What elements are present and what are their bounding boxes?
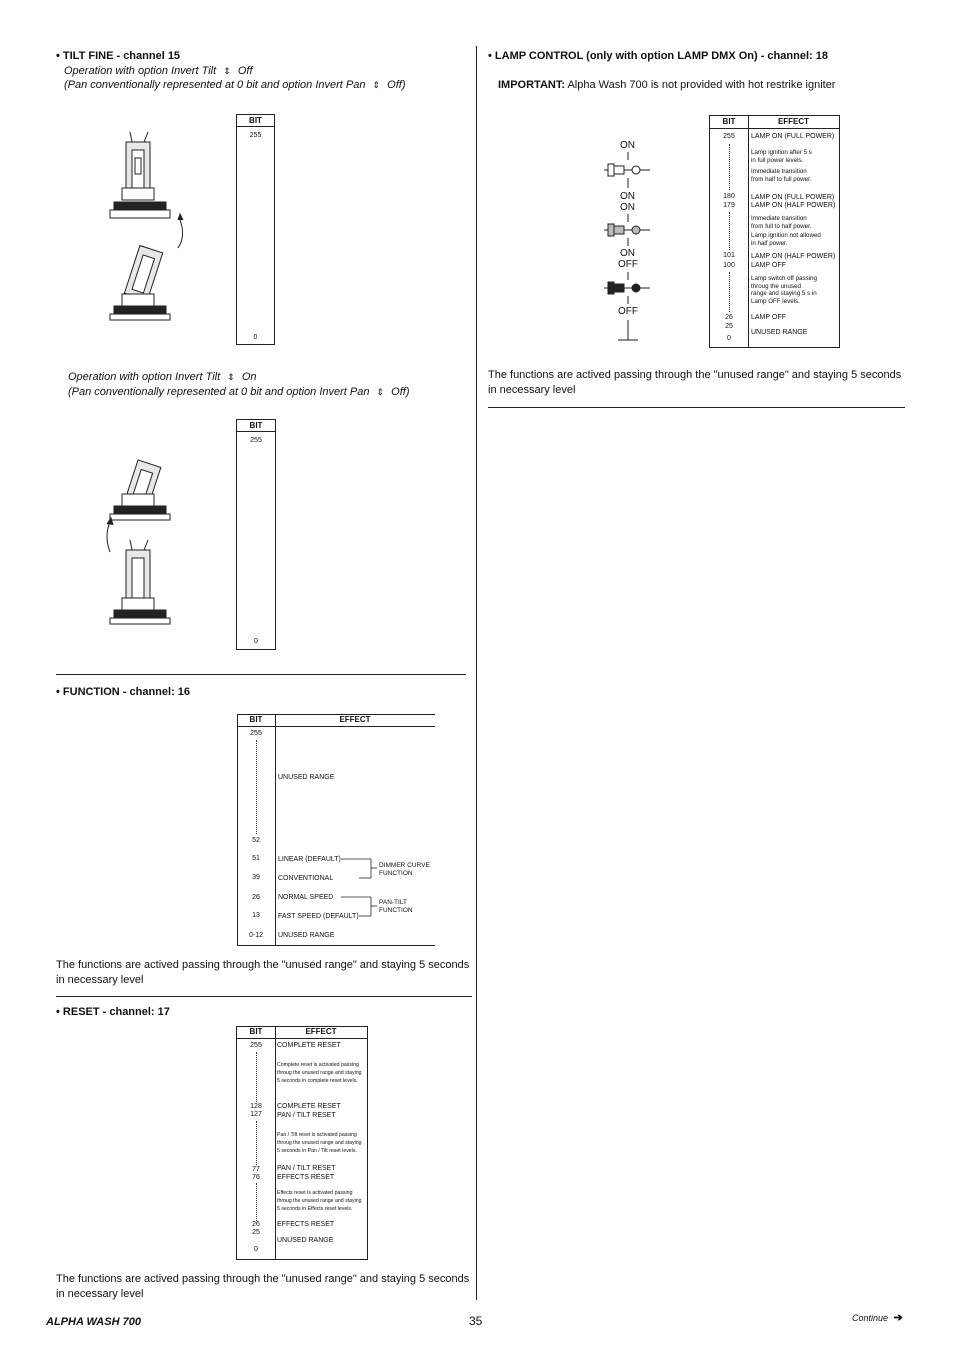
tilt-title: • TILT FINE - channel 15 (56, 50, 181, 62)
reset-effect: COMPLETE RESET (277, 1042, 341, 1049)
reset-bit: 127 (250, 1111, 262, 1118)
function-effect: CONVENTIONAL (278, 875, 334, 882)
reset-effect: UNUSED RANGE (277, 1237, 334, 1244)
lamp-switch-diagram (600, 136, 660, 346)
footer-product: ALPHA WASH 700 (46, 1316, 141, 1328)
lamp-effect: LAMP ON (HALF POWER) (751, 253, 836, 260)
section-divider (56, 996, 472, 997)
switch-label-on: ON (620, 248, 635, 259)
lamp-col-bit: BIT (722, 117, 736, 126)
lamp-bit: 26 (725, 314, 733, 321)
lamp-bit: 25 (725, 323, 733, 330)
switch-label-on: ON (620, 140, 635, 151)
reset-col-bit: BIT (249, 1027, 263, 1036)
tilt-op1-state: Off (237, 65, 253, 77)
tilt-op2-state: On (241, 371, 257, 383)
important-text: Alpha Wash 700 is not provided with hot restrike igniter (565, 79, 836, 91)
tilt-table-1-top: 255 (249, 132, 262, 139)
tilt-op1-line2 (64, 79, 406, 91)
reset-range-dots (256, 1121, 257, 1165)
lamp-effect: LAMP ON (HALF POWER) (751, 202, 836, 209)
function-title: • FUNCTION - channel: 16 (56, 686, 191, 698)
footer-continue (852, 1311, 903, 1324)
reset-bit: 255 (250, 1042, 262, 1049)
lamp-bit: 100 (723, 262, 735, 269)
function-col-bit: BIT (249, 715, 263, 724)
function-group-brackets (341, 854, 381, 924)
reset-title: • RESET - channel: 17 (56, 1006, 170, 1018)
lamp-table-header-rule (710, 128, 839, 129)
lamp-range-dots (729, 212, 730, 250)
lamp-table (709, 115, 840, 348)
reset-table-header-rule (237, 1038, 367, 1039)
footer-page-number: 35 (469, 1314, 483, 1328)
lamp-range-dots (729, 272, 730, 312)
lamp-bit: 0 (727, 335, 731, 342)
reset-range-dots (256, 1052, 257, 1102)
lamp-desc: Lamp ignition after 5 s in full power levels. (751, 149, 812, 164)
function-note: The functions are actived passing through the "unused range" and staying 5 seconds in necessary level (56, 959, 470, 986)
function-table-bottom-rule (237, 945, 435, 946)
tilt-op1-line2-text: (Pan conventionally represented at 0 bit and option Invert Pan (64, 79, 366, 91)
column-separator (476, 46, 477, 1300)
function-col-effect: EFFECT (339, 715, 371, 724)
reset-note: The functions are actived passing through the "unused range" and staying 5 seconds in necessary level (56, 1273, 470, 1300)
function-group-dimmer: DIMMER CURVE FUNCTION (379, 862, 430, 877)
switch-label-on: ON (620, 191, 635, 202)
reset-bit: 26 (252, 1221, 260, 1228)
function-bit: 39 (252, 874, 260, 881)
function-group-pantilt: PAN-TILT FUNCTION (379, 899, 413, 914)
reset-bit: 77 (252, 1166, 260, 1173)
reset-desc: Effects reset is activated passing throug the unused range and staying 5 seconds in Effects reset levels. (277, 1190, 362, 1212)
updown-icon: ⇕ (227, 372, 235, 382)
lamp-bit: 179 (723, 202, 735, 209)
reset-bit: 25 (252, 1229, 260, 1236)
lamp-desc: Lamp switch off passing throug the unused range and staying 5 s in Lamp OFF levels. (751, 275, 817, 305)
tilt-table-1-header: BIT (237, 115, 274, 127)
tilt-op2-text: Operation with option Invert Tilt (68, 371, 221, 383)
function-effect: FAST SPEED (DEFAULT) (278, 913, 359, 920)
lamp-bit: 255 (723, 133, 735, 140)
reset-bit: 76 (252, 1174, 260, 1181)
tilt-op1-text: Operation with option Invert Tilt (64, 65, 217, 77)
switch-label-off: OFF (618, 259, 638, 270)
function-bit: 13 (252, 912, 260, 919)
lamp-range-dots (729, 144, 730, 190)
tilt-op1-line2-state: Off) (387, 79, 406, 91)
lamp-table-col-divider (748, 116, 749, 347)
function-table-top-rule (237, 714, 435, 715)
function-effect: UNUSED RANGE (278, 932, 335, 939)
function-range-dots (256, 740, 257, 834)
section-divider (56, 674, 466, 675)
function-bit: 255 (250, 730, 262, 737)
reset-effect: COMPLETE RESET (277, 1103, 341, 1110)
lamp-bit: 101 (723, 252, 735, 259)
function-bit: 51 (252, 855, 260, 862)
lamp-effect: UNUSED RANGE (751, 329, 808, 336)
lamp-desc: Immediate transition from half to full power. (751, 168, 812, 183)
reset-effect: PAN / TILT RESET (277, 1165, 336, 1172)
tilt-table-1 (236, 114, 275, 345)
important-label: IMPORTANT: (498, 79, 566, 91)
function-bit: 52 (252, 837, 260, 844)
updown-icon: ⇕ (223, 66, 231, 76)
reset-col-effect: EFFECT (305, 1027, 337, 1036)
reset-effect: PAN / TILT RESET (277, 1112, 336, 1119)
lamp-important (498, 79, 835, 91)
tilt-op2-line2 (68, 386, 410, 398)
function-effect: NORMAL SPEED (278, 894, 334, 901)
lamp-effect: LAMP ON (FULL POWER) (751, 194, 835, 201)
tilt-table-2-top: 255 (250, 437, 262, 444)
tilt-table-2 (236, 419, 276, 650)
reset-table (236, 1026, 368, 1260)
function-bit: 26 (252, 894, 260, 901)
lamp-bit: 180 (723, 193, 735, 200)
updown-icon: ⇕ (372, 80, 381, 90)
lamp-col-effect: EFFECT (777, 117, 810, 126)
moving-head-illustration-1 (108, 128, 198, 328)
arrow-right-icon: ➔ (893, 1312, 903, 1324)
reset-range-dots (256, 1183, 257, 1221)
lamp-effect: LAMP ON (FULL POWER) (751, 133, 835, 140)
function-effect: UNUSED RANGE (278, 774, 335, 781)
function-effect: LINEAR (DEFAULT) (278, 856, 341, 863)
section-divider (488, 407, 905, 408)
function-table-header-rule (237, 726, 435, 727)
reset-bit: 0 (254, 1246, 258, 1253)
tilt-table-2-bottom: 0 (254, 638, 258, 645)
reset-table-col-divider (275, 1027, 276, 1259)
function-bit: 0-12 (248, 932, 263, 939)
reset-effect: EFFECTS RESET (277, 1221, 335, 1228)
lamp-title: • LAMP CONTROL (only with option LAMP DMX On) - channel: 18 (488, 50, 828, 62)
lamp-desc: Lamp ignition not allowed in half power. (751, 232, 821, 247)
lamp-effect: LAMP OFF (751, 262, 786, 269)
function-table-col-divider (275, 714, 276, 946)
lamp-effect: LAMP OFF (751, 314, 786, 321)
moving-head-illustration-2 (104, 432, 194, 638)
tilt-op2-line2-text: (Pan conventionally represented at 0 bit and option Invert Pan (68, 386, 370, 398)
lamp-desc: Immediate transition from full to half power. (751, 215, 812, 230)
tilt-op2-line2-state: Off) (391, 386, 410, 398)
updown-icon: ⇕ (376, 387, 385, 397)
tilt-table-1-bottom: 0 (253, 334, 258, 341)
tilt-table-2-header: BIT (237, 420, 275, 432)
reset-effect: EFFECTS RESET (277, 1174, 335, 1181)
continue-label: Continue (852, 1313, 889, 1323)
function-table (237, 714, 435, 946)
reset-desc: Pan / Tilt reset is activated passing throug the unused range and staying 5 seconds in Pan / Tilt reset levels. (277, 1132, 362, 1154)
tilt-op2-line1 (68, 371, 257, 383)
switch-label-on: ON (620, 202, 635, 213)
lamp-switch-icons (600, 136, 660, 346)
switch-label-off: OFF (618, 306, 638, 317)
reset-desc: Complete reset is activated passing throug the unused range and staying 5 seconds in complete reset levels. (277, 1062, 362, 1084)
reset-bit: 128 (250, 1103, 262, 1110)
tilt-op1-line1 (64, 65, 253, 77)
lamp-note: The functions are actived passing through the "unused range" and staying 5 seconds in necessary level (488, 369, 902, 396)
